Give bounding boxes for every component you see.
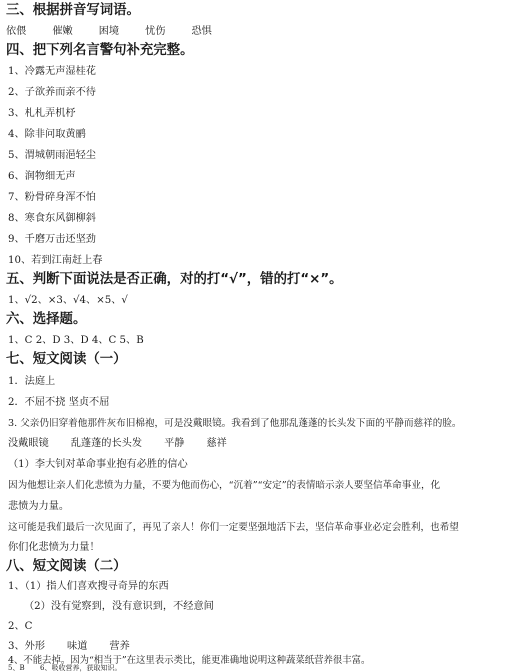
list-item: 2、C [8, 621, 33, 632]
word: 恐惧 [191, 26, 212, 37]
list-item: 3. 父亲仍旧穿着他那件灰布旧棉袍，可是没戴眼镜。我看到了他那乱蓬蓬的长头发下面的平静而慈祥的脸。 [8, 418, 462, 429]
list-item: 4、除非问取黄鹂 [8, 129, 86, 140]
section-6-answer: 1、C 2、D 3、D 4、C 5、B [8, 335, 144, 346]
section-5-answer: 1、√2、×3、√4、×5、√ [8, 295, 128, 306]
list-item: 9、千磨万击还坚劲 [8, 234, 96, 245]
list-item: 3、札札弄机杼 [8, 108, 76, 119]
list-item: 你们化悲愤为力量！ [8, 542, 100, 553]
list-item: 10、若到江南赶上春 [8, 255, 103, 266]
list-item: 8、寒食东风御柳斜 [8, 213, 96, 224]
word: 3、外形 [8, 641, 46, 652]
list-item: 5、渭城朝雨浥轻尘 [8, 150, 96, 161]
list-item: 7、粉骨碎身浑不怕 [8, 192, 96, 203]
section-3-words [6, 25, 212, 39]
word: 味道 [67, 641, 88, 652]
list-item: 5、B [8, 664, 25, 672]
word: 平静 [164, 438, 185, 449]
section-4-title: 四、把下列名言警句补充完整。 [6, 43, 194, 58]
list-item: 4、不能去掉。因为“相当于”在这里表示类比，能更准确地说明这种蔬菜纸营养很丰富。 [8, 655, 371, 666]
list-item: （1）李大钊对革命事业抱有必胜的信心 [8, 459, 188, 470]
word: 困境 [98, 26, 120, 37]
word: 忧伤 [145, 26, 166, 37]
list-item: （2）没有觉察到，没有意识到，不经意间 [24, 601, 214, 612]
section-3-title: 三、根据拼音写词语。 [6, 3, 140, 18]
section-7-words [8, 437, 227, 451]
word: 催嫩 [52, 26, 73, 37]
list-item: 1、冷露无声湿桂花 [8, 66, 96, 77]
word: 没戴眼镜 [8, 438, 49, 449]
list-item: 2、子欲养而亲不待 [8, 87, 96, 98]
section-5-title: 五、判断下面说法是否正确，对的打“√”，错的打“×”。 [6, 272, 343, 287]
section-8-title: 八、短文阅读（二） [6, 559, 127, 574]
list-item: 1、（1）指人们喜欢搜寻奇异的东西 [8, 581, 169, 592]
list-item: 2．不屈不挠 坚贞不屈 [8, 397, 110, 408]
list-item: 1．法庭上 [8, 376, 56, 387]
section-6-title: 六、选择题。 [6, 312, 87, 327]
list-item: 6、吸收营养，获取知识。 [40, 664, 122, 672]
list-item: 悲愤为力量。 [8, 501, 70, 512]
word: 慈祥 [206, 438, 227, 449]
list-item: 因为他想让亲人们化悲愤为力量，不要为他而伤心，“沉着”“安定”的表情暗示亲人要坚信革命事业，化 [8, 480, 441, 491]
list-item: 6、润物细无声 [8, 171, 76, 182]
word: 依偎 [6, 26, 27, 37]
word: 营养 [109, 641, 130, 652]
section-8-q3 [8, 640, 130, 654]
section-7-title: 七、短文阅读（一） [6, 352, 127, 367]
list-item: 这可能是我们最后一次见面了，再见了亲人！你们一定要坚强地活下去，坚信革命事业必定会胜利，也希望 [8, 522, 459, 533]
word: 乱蓬蓬的长头发 [70, 438, 143, 449]
